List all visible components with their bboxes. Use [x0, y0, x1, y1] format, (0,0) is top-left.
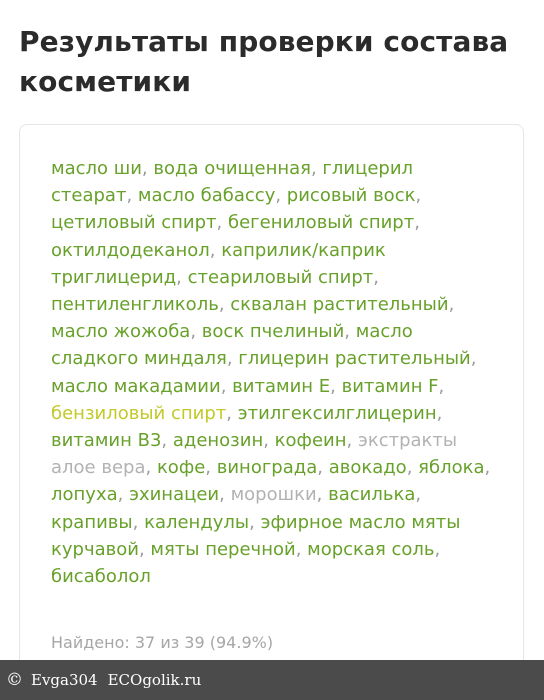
ingredient-item: каприлик/каприк триглицерид — [51, 239, 386, 288]
ingredient-separator: , — [141, 158, 154, 179]
ingredient-separator: , — [373, 266, 380, 288]
ingredient-item: бегениловый спирт — [228, 212, 415, 234]
page-title: Результаты проверки состава косметики — [19, 25, 509, 98]
ingredient-item: василька — [328, 484, 416, 506]
ingredient-separator: , — [205, 457, 217, 479]
ingredient-separator: , — [470, 348, 477, 370]
ingredient-item: витамин B3 — [51, 430, 162, 452]
ingredient-separator: , — [436, 402, 443, 424]
ingredient-item: вода очищенная — [153, 158, 311, 179]
watermark-bar — [0, 660, 544, 700]
ingredient-item: морошки — [230, 484, 317, 506]
ingredient-separator: , — [226, 402, 238, 424]
ingredient-item: крапивы — [51, 511, 133, 533]
ingredient-separator: , — [414, 212, 420, 234]
copyright-icon: © — [6, 670, 23, 690]
ingredient-item: эфирное масло мяты курчавой — [51, 511, 461, 560]
ingredient-separator: , — [317, 457, 329, 479]
ingredient-separator: , — [145, 457, 157, 479]
ingredient-separator: , — [406, 457, 419, 479]
ingredient-separator: , — [218, 294, 231, 316]
ingredient-separator: , — [434, 538, 441, 560]
ingredient-separator: , — [216, 212, 228, 234]
ingredient-separator: , — [219, 484, 231, 506]
ingredient-item: винограда — [216, 457, 318, 479]
ingredient-item: цетиловый спирт — [51, 212, 217, 234]
ingredient-item: аденозин — [172, 430, 264, 452]
ingredient-separator: , — [415, 185, 422, 207]
ingredient-separator: , — [484, 457, 491, 479]
ingredient-separator: , — [138, 538, 151, 560]
ingredient-separator: , — [275, 185, 287, 207]
ingredient-item: лопуха — [51, 484, 118, 506]
ingredient-separator: , — [316, 484, 329, 506]
ingredient-item: глицерил стеарат — [51, 158, 414, 207]
ingredient-item: авокадо — [328, 457, 407, 479]
ingredient-separator: , — [209, 239, 222, 261]
ingredient-separator: , — [220, 375, 233, 397]
ingredient-item: масло жожоба — [51, 321, 191, 343]
ingredient-separator: , — [438, 375, 445, 397]
ingredient-item: морская соль — [307, 538, 435, 560]
ingredient-separator: , — [126, 185, 138, 207]
summary-text: Найдено: 37 из 39 (94.9%) — [51, 633, 274, 652]
ingredient-item: яблока — [418, 457, 485, 479]
ingredient-item: кофеин — [274, 430, 347, 452]
ingredient-item: экстракты алое вера — [51, 430, 458, 479]
ingredient-item: мяты перечной — [150, 538, 296, 560]
ingredient-item: октилдодеканол — [51, 239, 210, 261]
ingredient-separator: , — [330, 375, 342, 397]
ingredient-item: глицерин растительный — [238, 348, 471, 370]
ingredient-separator: , — [176, 266, 188, 288]
ingredient-item: масло сладкого миндаля — [51, 321, 413, 370]
ingredient-separator: , — [249, 511, 261, 533]
ingredient-item: витамин F — [341, 375, 439, 397]
ingredient-separator: , — [310, 158, 323, 179]
ingredient-separator: , — [344, 321, 356, 343]
ingredient-separator: , — [346, 430, 358, 452]
ingredient-item: бензиловый спирт — [51, 402, 227, 424]
ingredient-separator: , — [263, 430, 275, 452]
ingredient-separator: , — [190, 321, 202, 343]
ingredient-separator: , — [161, 430, 173, 452]
ingredient-item: этилгексилглицерин — [237, 402, 437, 424]
ingredient-item: масло бабассу — [137, 185, 276, 207]
ingredient-item: воск пчелиный — [201, 321, 345, 343]
ingredient-separator: , — [226, 348, 239, 370]
ingredient-item: календулы — [144, 511, 250, 533]
ingredient-separator: , — [117, 484, 130, 506]
ingredient-item: витамин E — [232, 375, 331, 397]
ingredient-separator: , — [448, 294, 455, 316]
ingredient-item: масло макадамии — [51, 375, 221, 397]
author-name: Evga304 — [31, 671, 98, 689]
ingredient-item: бисаболол — [51, 566, 151, 588]
ingredient-item: сквалан растительный — [230, 294, 449, 316]
ingredient-item: эхинацеи — [129, 484, 220, 506]
ingredient-item: стеариловый спирт — [187, 266, 374, 288]
ingredient-separator: , — [132, 511, 145, 533]
ingredient-separator: , — [415, 484, 422, 506]
ingredient-item: масло ши — [51, 158, 142, 179]
ingredient-item: пентиленгликоль — [51, 294, 219, 316]
ingredient-separator: , — [295, 538, 308, 560]
ingredient-item: рисовый воск — [286, 185, 416, 207]
ingredient-list — [51, 155, 491, 590]
ingredient-item: кофе — [156, 457, 206, 479]
site-name: ECOgolik.ru — [107, 671, 202, 689]
